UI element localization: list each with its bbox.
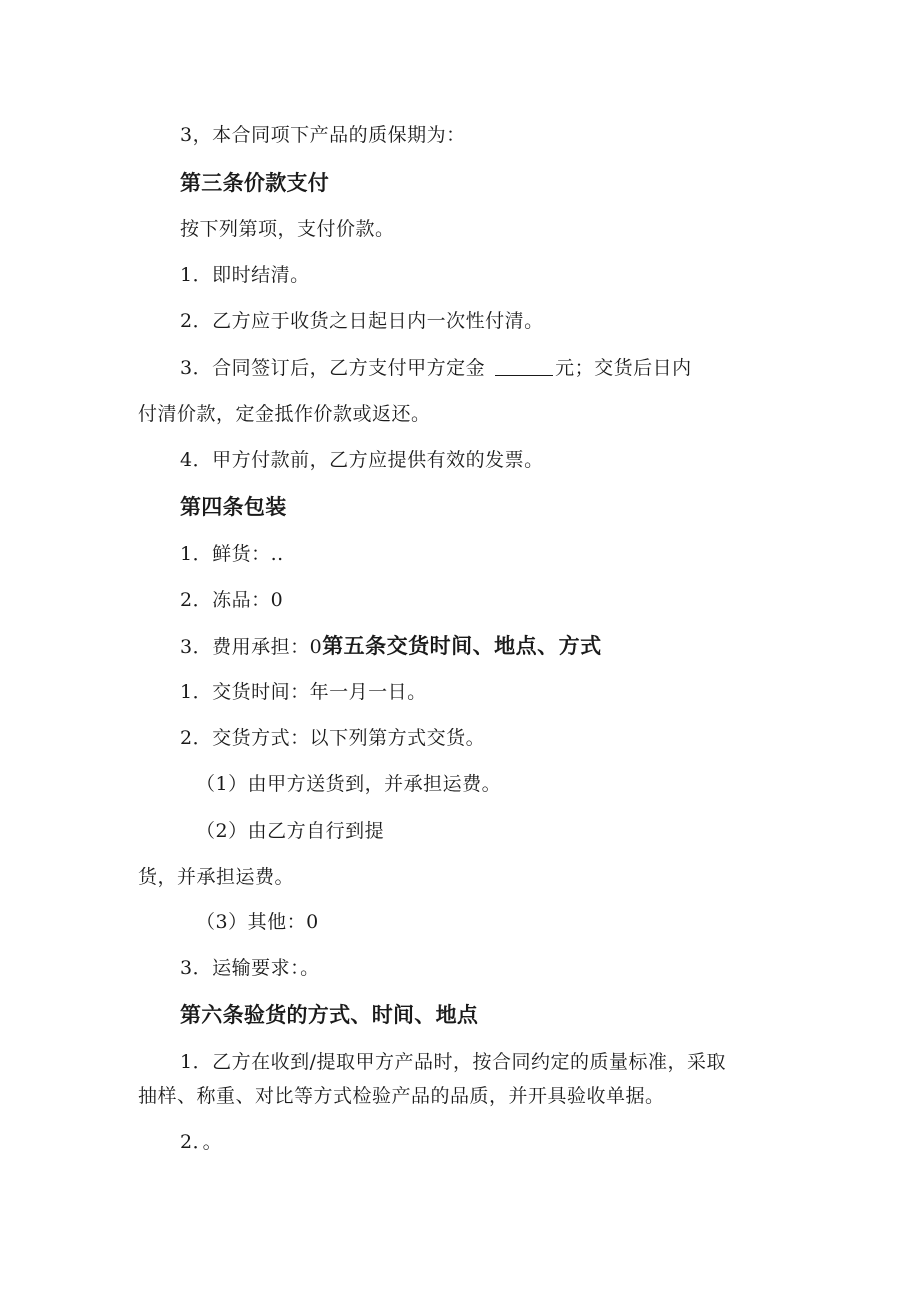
- delivery-item-2: 2．交货方式：以下列第方式交货。: [180, 727, 486, 749]
- delivery-option-2-continuation: 货，并承担运费。: [138, 866, 295, 888]
- payment-item-1: 1．即时结清。: [180, 264, 310, 286]
- section-heading-packaging: 第四条包装: [180, 495, 287, 519]
- payment-item-3: [180, 355, 692, 381]
- inspection-item-2: 2．。: [180, 1131, 223, 1153]
- delivery-item-1: 1．交货时间：年一月一日。: [180, 681, 427, 703]
- payment-item-3-continuation: 付清价款，定金抵作价款或返还。: [138, 403, 431, 425]
- packaging-item-1: 1．鲜货：..: [180, 543, 284, 565]
- inspection-item-1: 1．乙方在收到/提取甲方产品时，按合同约定的质量标准，采取: [180, 1051, 726, 1073]
- delivery-option-2: （2）由乙方自行到提: [196, 820, 385, 842]
- section-heading-payment: 第三条价款支付: [180, 171, 330, 195]
- payment-item-3-text-b: 元；交货后日内: [555, 357, 692, 379]
- delivery-option-1: （1）由甲方送货到，并承担运费。: [196, 773, 502, 795]
- payment-item-3-text-a: 3．合同签订后，乙方支付甲方定金: [180, 357, 486, 379]
- deposit-amount-blank: [495, 357, 553, 376]
- inspection-item-1-continuation: 抽样、称重、对比等方式检验产品的品质，并开具验收单据。: [138, 1085, 665, 1107]
- section-heading-inspection: 第六条验货的方式、时间、地点: [180, 1003, 479, 1027]
- payment-item-2: 2．乙方应于收货之日起日内一次性付清。: [180, 310, 544, 332]
- payment-intro-line: 按下列第项，支付价款。: [180, 218, 395, 240]
- packaging-item-3: [180, 633, 602, 660]
- payment-item-4: 4．甲方付款前，乙方应提供有效的发票。: [180, 449, 544, 471]
- section-heading-delivery: 第五条交货时间、地点、方式: [322, 634, 602, 658]
- packaging-item-3-text: 3．费用承担：0: [180, 636, 323, 658]
- warranty-period-line: 3，本合同项下产品的质保期为：: [180, 124, 466, 146]
- packaging-item-2: 2．冻品：0: [180, 589, 284, 611]
- delivery-option-3: （3）其他：0: [196, 911, 319, 933]
- delivery-item-3: 3．运输要求：。: [180, 957, 320, 979]
